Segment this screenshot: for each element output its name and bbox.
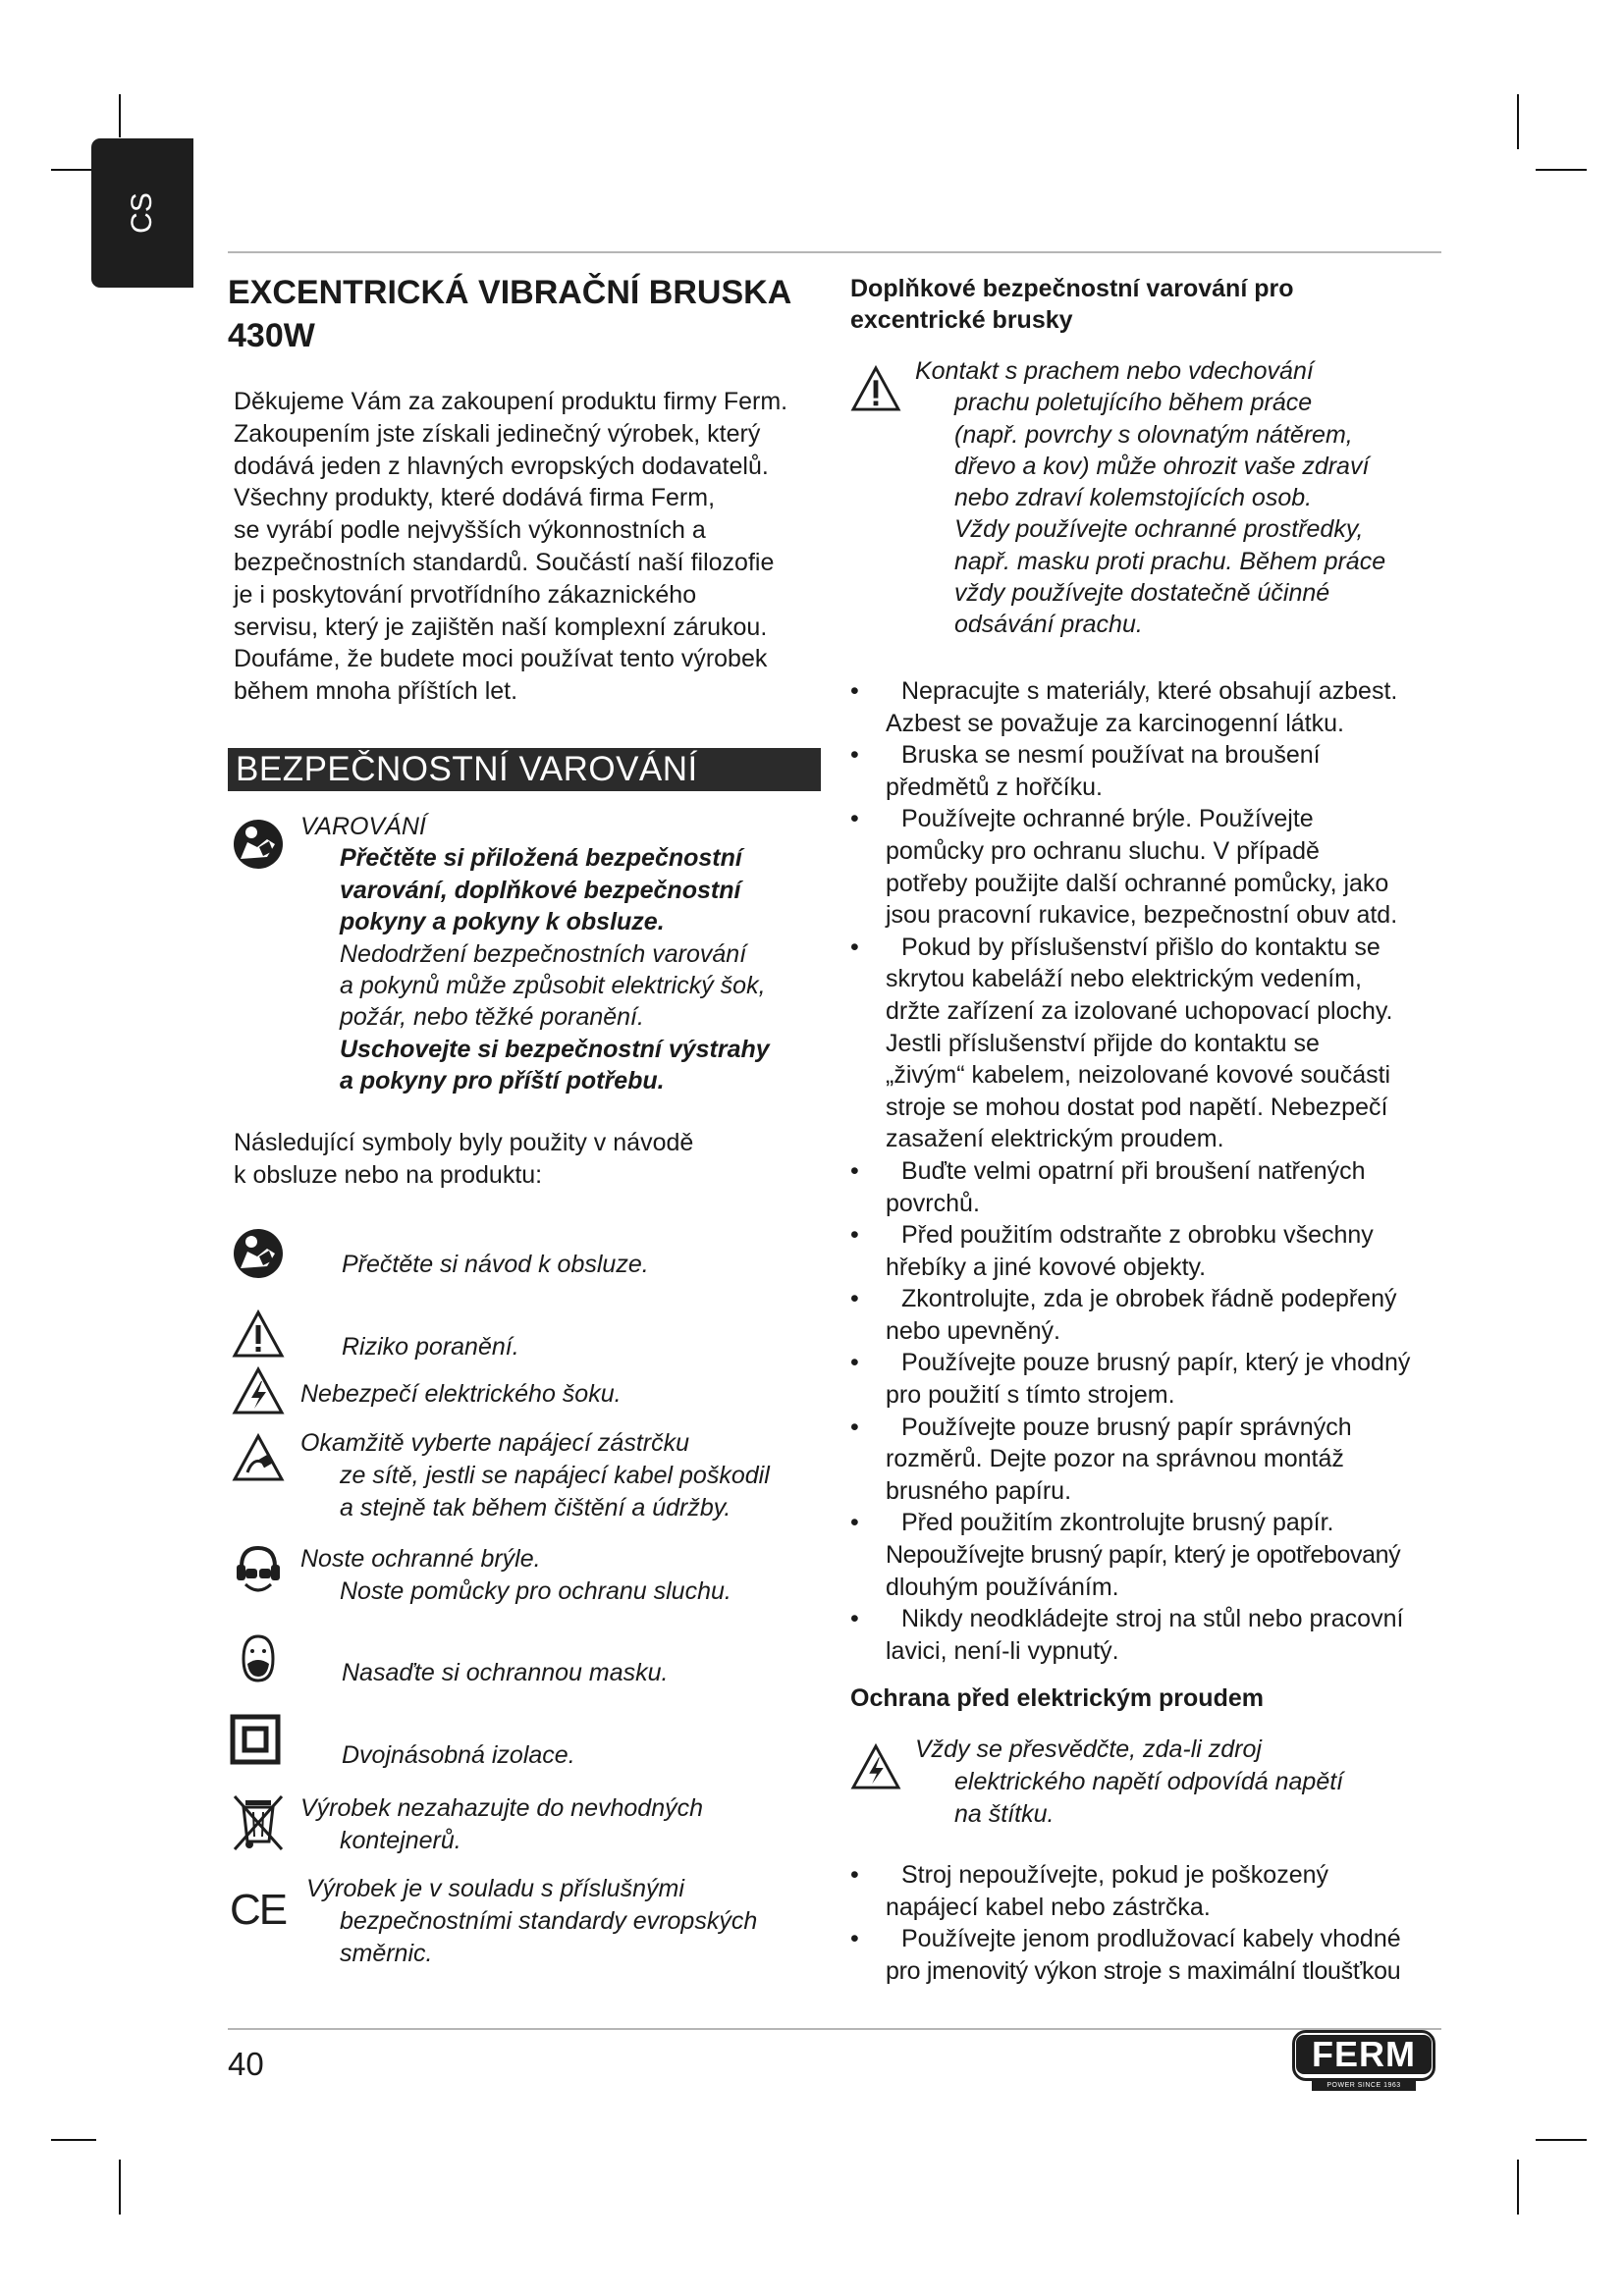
crop-mark	[1536, 169, 1587, 171]
extra-warning-heading: Doplňkové bezpečnostní varování pro excentrické brusky	[850, 275, 1294, 334]
read-manual-icon	[232, 1227, 285, 1280]
crop-mark	[119, 94, 121, 137]
warning-block: VAROVÁNÍ Přečtěte si přiložená bezpečnostní varování, doplňkové bezpečnostní pokyny a pokyny k obsluze. Nedodržení bezpečnostních varování a pokynů může způsobit elektrický šok, požár, nebo těžké poranění. Uschovejte si bezpečnostní výstrahy a pokyny pro příští potřebu.	[300, 811, 850, 1097]
symbols-intro: Následující symboly byly použity v návodě k obsluze nebo na produktu:	[234, 1129, 694, 1189]
ferm-logo-tagline: POWER SINCE 1963	[1312, 2081, 1416, 2091]
goggles-icon	[232, 1543, 285, 1598]
list-item: • Před použitím odstraňte z obrobku všechny hřebíky a jiné kovové objekty.	[850, 1221, 1374, 1281]
list-item: • Stroj nepoužívejte, pokud je poškozený napájecí kabel nebo zástrčka.	[850, 1861, 1328, 1921]
symbol-read-manual-text: Přečtěte si návod k obsluze.	[342, 1251, 649, 1278]
ce-mark-icon: CE	[230, 1886, 287, 1934]
warning-triangle-icon	[850, 365, 901, 412]
symbol-electric-text: Nebezpečí elektrického šoku.	[300, 1380, 622, 1408]
page-number: 40	[228, 2046, 264, 2082]
list-item: • Pokud by příslušenství přišlo do kontaktu se skrytou kabeláží nebo elektrickým vedením, držte zařízení za izolované uchopovací plochy. Jestli příslušenství přijde do kontaktu se „živým“ kabelem, neizolované kovové součásti stroje se mohou dostat pod napětí. Nebezpečí zasažení elektrickým proudem.	[850, 933, 1393, 1153]
symbol-insulation-text: Dvojnásobná izolace.	[342, 1741, 575, 1769]
list-item: • Používejte jenom prodlužovací kabely vhodné pro jmenovitý výkon stroje s maximální tloušťkou	[850, 1925, 1401, 1985]
list-item: • Bruska se nesmí používat na broušení předmětů z hořčíku.	[850, 741, 1321, 801]
voltage-warning: Vždy se přesvědčte, zda-li zdroj elektrického napětí odpovídá napětí na štítku.	[915, 1735, 1344, 1828]
safety-bullet-list	[850, 675, 1459, 1667]
list-item: • Nikdy neodkládejte stroj na stůl nebo pracovní lavici, není-li vypnutý.	[850, 1605, 1404, 1665]
list-item: • Používejte ochranné brýle. Používejte pomůcky pro ochranu sluchu. V případě potřeby použijte další ochranné pomůcky, jako jsou pracovní rukavice, bezpečnostní obuv atd.	[850, 805, 1398, 930]
top-rule	[228, 251, 1441, 253]
crop-mark	[51, 2139, 96, 2141]
read-manual-icon	[232, 818, 285, 871]
crop-mark	[1517, 2160, 1519, 2215]
ferm-logo-text: FERM	[1296, 2035, 1432, 2074]
symbol-goggles-text: Noste ochranné brýle. Noste pomůcky pro ochranu sluchu.	[300, 1545, 731, 1605]
list-item: • Buďte velmi opatrní při broušení natřených povrchů.	[850, 1156, 1366, 1217]
symbol-unplug-text: Okamžitě vyberte napájecí zástrčku ze sítě, jestli se napájecí kabel poškodil a stejně tak během čištění a údržby.	[300, 1429, 770, 1522]
crop-mark	[119, 2160, 121, 2215]
symbol-ce-text: Výrobek je v souladu s příslušnými bezpečnostními standardy evropských směrnic.	[306, 1875, 758, 1967]
electric-bullet-list	[850, 1859, 1459, 1987]
symbol-mask-text: Nasaďte si ochrannou masku.	[342, 1659, 669, 1686]
list-item: • Používejte pouze brusný papír, který je vhodný pro použití s tímto strojem.	[850, 1349, 1411, 1410]
symbol-disposal-text: Výrobek nezahazujte do nevhodných kontejnerů.	[300, 1794, 704, 1854]
dust-warning: Kontakt s prachem nebo vdechování prachu poletujícího během práce (např. povrchy s olovnatým nátěrem, dřevo a kov) může ohrozit vaše zdraví nebo zdraví kolemstojících osob. Vždy používejte ochranné prostředky, např. masku proti prachu. Během práce vždy používejte dostatečně účinné odsávání prachu.	[915, 357, 1386, 639]
section-heading: BEZPEČNOSTNÍ VAROVÁNÍ	[228, 748, 821, 791]
disposal-bin-icon	[230, 1792, 287, 1853]
page-title: EXCENTRICKÁ VIBRAČNÍ BRUSKA 430W	[228, 274, 790, 354]
bottom-rule	[228, 2028, 1441, 2030]
crop-mark	[1536, 2139, 1587, 2141]
double-insulation-icon	[230, 1714, 281, 1765]
mask-icon	[232, 1631, 285, 1686]
warning-heading: VAROVÁNÍ	[300, 813, 426, 840]
ferm-logo	[1292, 2030, 1435, 2093]
crop-mark	[1517, 94, 1519, 149]
list-item: • Nepracujte s materiály, které obsahují azbest. Azbest se považuje za karcinogenní látku.	[850, 677, 1398, 737]
language-tab-label: CS	[126, 192, 158, 234]
crop-mark	[51, 169, 96, 171]
list-item: • Používejte pouze brusný papír správných rozměrů. Dejte pozor na správnou montáž brusného papíru.	[850, 1413, 1352, 1505]
list-item: • Zkontrolujte, zda je obrobek řádně podepřený nebo upevněný.	[850, 1285, 1397, 1345]
unplug-icon	[232, 1433, 285, 1482]
intro-paragraph: Děkujeme Vám za zakoupení produktu firmy Ferm. Zakoupením jste získali jedinečný výrobek, který dodává jeden z hlavných evropských dodavatelů. Všechny produkty, které dodává firma Ferm, se vyrábí podle nejvyšších výkonnostních a bezpečnostních standardů. Součástí naší filozofie je i poskytování prvotřídního zákaznického servisu, který je zajištěn naší komplexní zárukou. Doufáme, že budete moci používat tento výrobek během mnoha příštích let.	[234, 388, 788, 706]
list-item: • Před použitím zkontrolujte brusný papír. Nepoužívejte brusný papír, který je opotřebovaný dlouhým používáním.	[850, 1509, 1401, 1601]
symbol-injury-text: Riziko poranění.	[342, 1333, 519, 1361]
electric-heading: Ochrana před elektrickým proudem	[850, 1684, 1264, 1712]
electric-shock-icon	[850, 1743, 901, 1790]
language-tab	[91, 138, 193, 288]
warning-triangle-icon	[232, 1309, 285, 1359]
electric-shock-icon	[232, 1366, 285, 1415]
